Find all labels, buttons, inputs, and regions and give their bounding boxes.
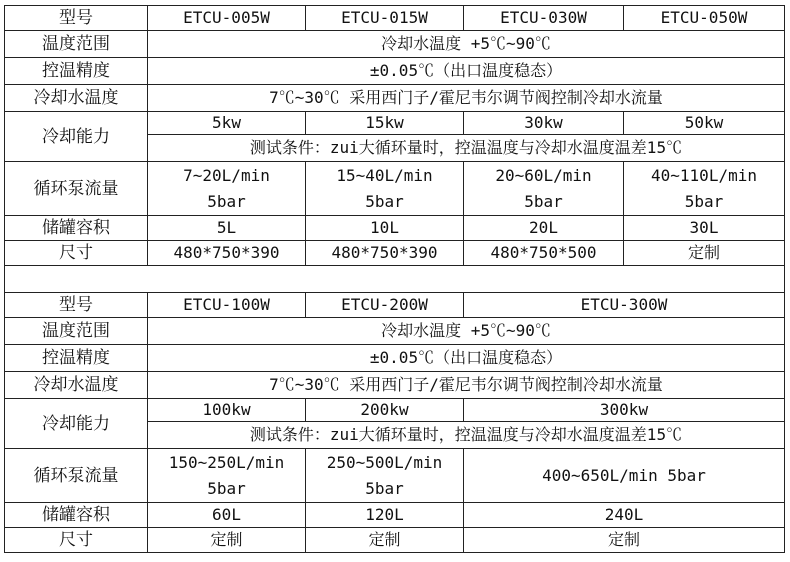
t2-pump-pressure-100w: 5bar [207, 478, 246, 498]
t1-tank-030w: 20L [464, 216, 624, 241]
t2-capacity-100w: 100kw [148, 399, 306, 422]
t1-row-temp-range [5, 31, 785, 58]
t2-size-300w: 定制 [464, 528, 785, 553]
t1-pump-015w [306, 162, 464, 216]
t1-model-005w: ETCU-005W [148, 6, 306, 31]
t1-pump-flow-030w: 20~60L/min [495, 165, 592, 185]
t2-row-model [5, 293, 785, 318]
t1-test-condition: 测试条件：zui大循环量时，控温温度与冷却水温度温差15℃ [148, 135, 785, 162]
t2-temp-range-value: 冷却水温度 +5℃~90℃ [148, 318, 785, 345]
t2-cooling-water-label: 冷却水温度 [5, 372, 148, 399]
t2-tank-label: 储罐容积 [5, 503, 148, 528]
t2-tank-200w: 120L [306, 503, 464, 528]
t2-test-condition: 测试条件：zui大循环量时，控温温度与冷却水温度温差15℃ [148, 422, 785, 449]
t1-pump-pressure-050w: 5bar [684, 191, 724, 211]
t1-size-050w: 定制 [624, 241, 785, 266]
t2-row-temp-range [5, 318, 785, 345]
spec-table [4, 5, 785, 553]
t2-capacity-label: 冷却能力 [5, 399, 148, 449]
t1-row-tank [5, 216, 785, 241]
t1-pump-flow-015w: 15~40L/min [336, 165, 433, 185]
t1-size-030w: 480*750*500 [464, 241, 624, 266]
t2-cooling-water-value: 7℃~30℃ 采用西门子/霍尼韦尔调节阀控制冷却水流量 [148, 372, 785, 399]
t2-tank-300w: 240L [464, 503, 785, 528]
t2-temp-range-label: 温度范围 [5, 318, 148, 345]
t1-temp-range-value: 冷却水温度 +5℃~90℃ [148, 31, 785, 58]
t2-row-tank [5, 503, 785, 528]
t2-size-100w: 定制 [148, 528, 306, 553]
t1-pump-flow-050w: 40~110L/min [651, 165, 757, 185]
t2-precision-value: ±0.05℃（出口温度稳态） [148, 345, 785, 372]
t1-model-030w: ETCU-030W [464, 6, 624, 31]
t1-pump-pressure-005w: 5bar [207, 191, 246, 211]
t1-pump-050w [624, 162, 785, 216]
t1-capacity-label: 冷却能力 [5, 112, 148, 162]
t1-size-005w: 480*750*390 [148, 241, 306, 266]
t2-pump-300w: 400~650L/min 5bar [464, 449, 785, 503]
table-divider [5, 266, 785, 293]
t2-row-capacity [5, 399, 785, 422]
t1-row-pump [5, 162, 785, 216]
t1-row-cooling-water [5, 85, 785, 112]
t1-pump-pressure-030w: 5bar [524, 191, 563, 211]
t1-row-model [5, 6, 785, 31]
table-divider-row [5, 266, 785, 293]
t1-pump-flow-005w: 7~20L/min [183, 165, 270, 185]
t2-pump-label: 循环泵流量 [5, 449, 148, 503]
t1-temp-range-label: 温度范围 [5, 31, 148, 58]
t1-size-015w: 480*750*390 [306, 241, 464, 266]
t1-tank-015w: 10L [306, 216, 464, 241]
t1-size-label: 尺寸 [5, 241, 148, 266]
t1-tank-005w: 5L [148, 216, 306, 241]
t2-row-cooling-water [5, 372, 785, 399]
t2-tank-100w: 60L [148, 503, 306, 528]
t2-precision-label: 控温精度 [5, 345, 148, 372]
t1-tank-label: 储罐容积 [5, 216, 148, 241]
t2-capacity-200w: 200kw [306, 399, 464, 422]
t1-row-capacity [5, 112, 785, 135]
t1-pump-label: 循环泵流量 [5, 162, 148, 216]
t2-row-precision [5, 345, 785, 372]
t2-pump-200w [306, 449, 464, 503]
t1-pump-005w [148, 162, 306, 216]
t1-capacity-050w: 50kw [624, 112, 785, 135]
t1-row-size [5, 241, 785, 266]
t2-pump-100w [148, 449, 306, 503]
t2-size-200w: 定制 [306, 528, 464, 553]
t2-model-label: 型号 [5, 293, 148, 318]
t2-capacity-300w: 300kw [464, 399, 785, 422]
t1-row-precision [5, 58, 785, 85]
t1-model-label: 型号 [5, 6, 148, 31]
t2-size-label: 尺寸 [5, 528, 148, 553]
t1-capacity-030w: 30kw [464, 112, 624, 135]
t2-model-300w: ETCU-300W [464, 293, 785, 318]
t1-tank-050w: 30L [624, 216, 785, 241]
t2-model-100w: ETCU-100W [148, 293, 306, 318]
t2-model-200w: ETCU-200W [306, 293, 464, 318]
t2-pump-pressure-200w: 5bar [365, 478, 404, 498]
t1-cooling-water-label: 冷却水温度 [5, 85, 148, 112]
t1-model-050w: ETCU-050W [624, 6, 785, 31]
t2-row-size [5, 528, 785, 553]
t1-pump-030w [464, 162, 624, 216]
t2-pump-flow-100w: 150~250L/min [168, 452, 285, 472]
t1-precision-value: ±0.05℃（出口温度稳态） [148, 58, 785, 85]
t1-pump-pressure-015w: 5bar [365, 191, 404, 211]
t1-cooling-water-value: 7℃~30℃ 采用西门子/霍尼韦尔调节阀控制冷却水流量 [148, 85, 785, 112]
t2-row-pump [5, 449, 785, 503]
t1-precision-label: 控温精度 [5, 58, 148, 85]
t1-model-015w: ETCU-015W [306, 6, 464, 31]
t1-capacity-005w: 5kw [148, 112, 306, 135]
t2-pump-flow-200w: 250~500L/min [326, 452, 443, 472]
t1-capacity-015w: 15kw [306, 112, 464, 135]
